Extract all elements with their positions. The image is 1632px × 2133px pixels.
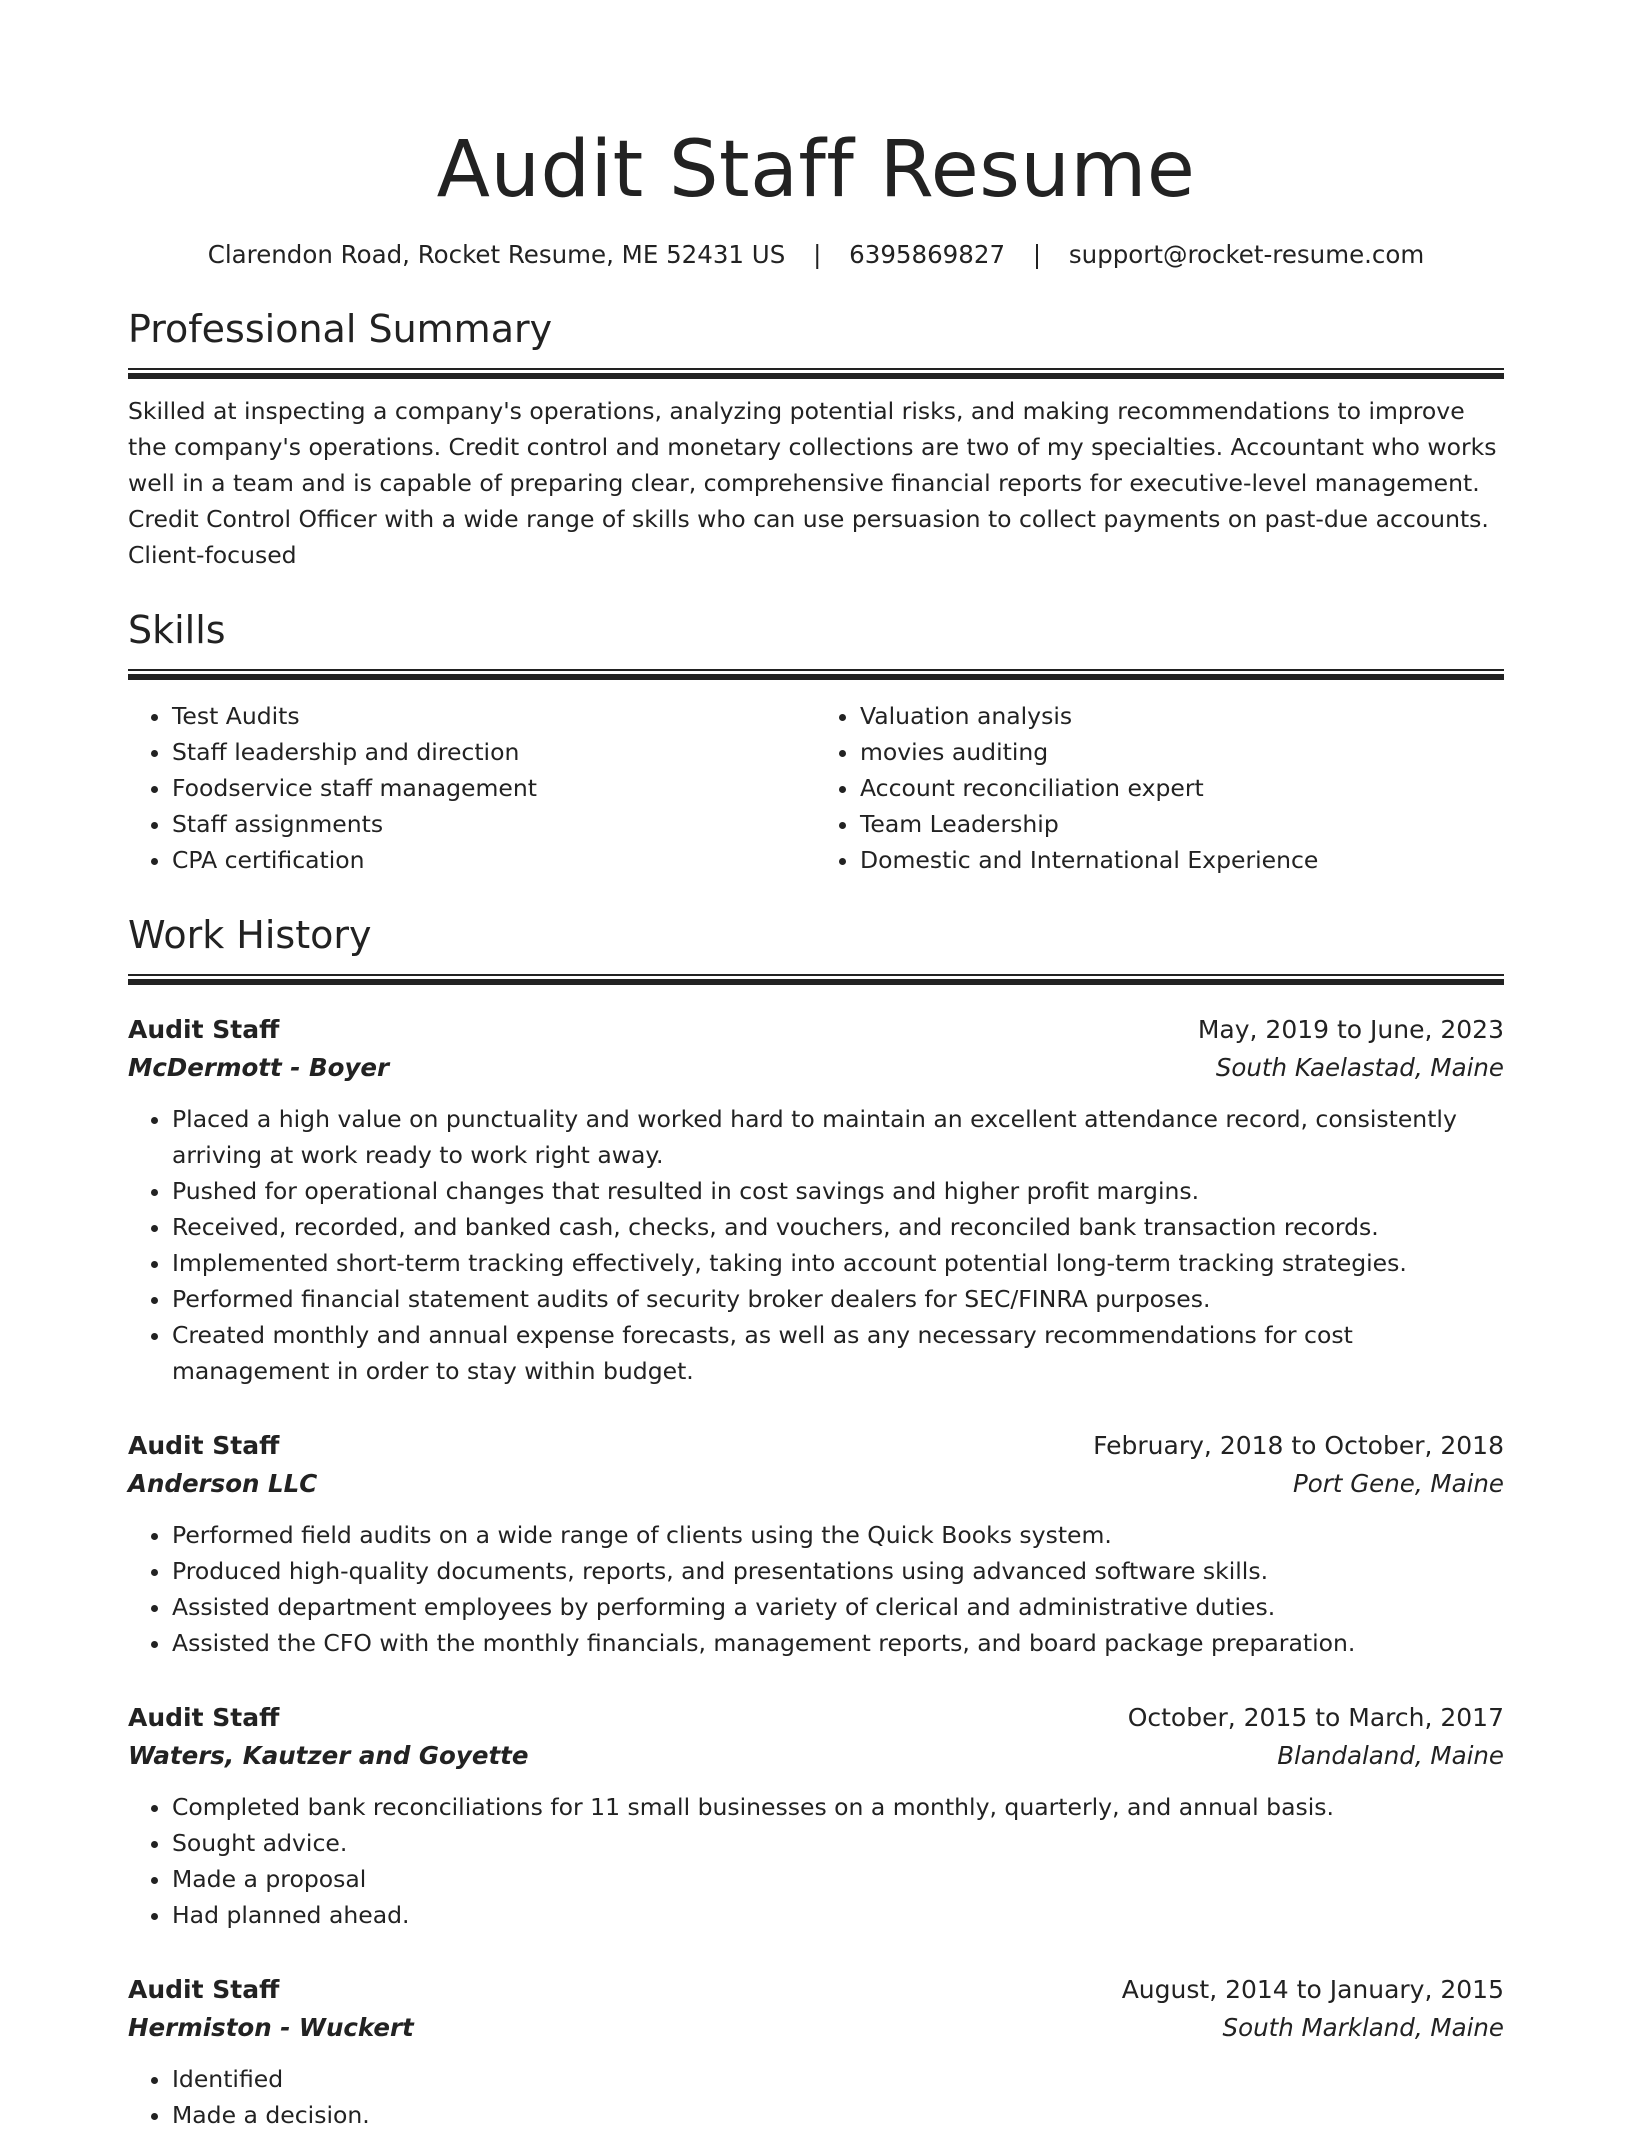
job-company: Hermiston - Wuckert: [128, 2013, 414, 2042]
section-divider: [128, 368, 1504, 379]
skills-column-left: [128, 698, 816, 878]
contact-separator: |: [813, 240, 822, 269]
skill-item: • Test Audits: [172, 698, 816, 734]
contact-address: Clarendon Road, Rocket Resume, ME 52431 US: [207, 240, 786, 269]
skill-item: • Staff leadership and direction: [172, 734, 816, 770]
job-bullet: • Had planned ahead.: [172, 1897, 1504, 1933]
job-bullet: • Made a decision.: [172, 2097, 1504, 2133]
job-bullets: [128, 1789, 1504, 1933]
summary-text: Skilled at inspecting a company's operations, analyzing potential risks, and making recommendations to improve the company's operations. Credit control and monetary collections are two of my specialties. Accountant who works well in a team and is capable of preparing clear, comprehensive financial reports for executive-level management. Credit Control Officer with a wide range of skills who can use persuasion to collect payments on past-due accounts. Client-focused: [128, 397, 1497, 569]
job-title: Audit Staff: [128, 1015, 280, 1044]
summary-heading: Professional Summary: [128, 307, 553, 351]
job-entry: [128, 1427, 1504, 1661]
job-bullet: • Created monthly and annual expense forecasts, as well as any necessary recommendations for cost management in order to stay within budget.: [172, 1317, 1504, 1389]
skill-item: • Valuation analysis: [860, 698, 1504, 734]
job-bullet: • Pushed for operational changes that resulted in cost savings and higher profit margins.: [172, 1173, 1504, 1209]
section-divider: [128, 974, 1504, 985]
job-dates: May, 2019 to June, 2023: [1197, 1015, 1504, 1044]
skills-column-right: [816, 698, 1504, 878]
contact-separator: |: [1032, 240, 1042, 269]
skill-item: • Domestic and International Experience: [860, 842, 1504, 878]
skills-list: [128, 698, 1504, 878]
contact-email: support@rocket-resume.com: [1068, 240, 1425, 269]
skill-item: • Foodservice staff management: [172, 770, 816, 806]
job-title: Audit Staff: [128, 1975, 280, 2004]
job-company: McDermott - Boyer: [128, 1053, 390, 1082]
job-entry: [128, 1971, 1504, 2133]
contact-line: [128, 238, 1504, 272]
job-location: South Markland, Maine: [1222, 2013, 1504, 2042]
section-divider: [128, 669, 1504, 680]
job-location: Port Gene, Maine: [1292, 1469, 1504, 1498]
job-bullets: [128, 1517, 1504, 1661]
job-company: Anderson LLC: [128, 1469, 318, 1498]
job-bullet: • Received, recorded, and banked cash, checks, and vouchers, and reconciled bank transaction records.: [172, 1209, 1504, 1245]
job-bullet: • Identified: [172, 2061, 1504, 2097]
job-title: Audit Staff: [128, 1703, 280, 1732]
job-entry: [128, 1699, 1504, 1933]
job-location: South Kaelastad, Maine: [1215, 1053, 1504, 1082]
job-bullet: • Assisted the CFO with the monthly financials, management reports, and board package preparation.: [172, 1625, 1504, 1661]
job-title: Audit Staff: [128, 1431, 280, 1460]
skill-item: • Account reconciliation expert: [860, 770, 1504, 806]
job-bullets: [128, 2061, 1504, 2133]
job-bullet: • Completed bank reconciliations for 11 small businesses on a monthly, quarterly, and annual basis.: [172, 1789, 1504, 1825]
skill-item: • Team Leadership: [860, 806, 1504, 842]
job-bullet: • Produced high-quality documents, reports, and presentations using advanced software skills.: [172, 1553, 1504, 1589]
job-bullet: • Made a proposal: [172, 1861, 1504, 1897]
job-bullet: • Performed field audits on a wide range of clients using the Quick Books system.: [172, 1517, 1504, 1553]
job-bullet: • Sought advice.: [172, 1825, 1504, 1861]
job-bullet: • Placed a high value on punctuality and worked hard to maintain an excellent attendance record, consistently arriving at work ready to work right away.: [172, 1101, 1504, 1173]
contact-phone: 6395869827: [849, 240, 1006, 269]
skill-item: • movies auditing: [860, 734, 1504, 770]
job-bullets: [128, 1101, 1504, 1389]
skill-item: • Staff assignments: [172, 806, 816, 842]
job-company: Waters, Kautzer and Goyette: [128, 1741, 529, 1770]
job-bullet: • Assisted department employees by performing a variety of clerical and administrative duties.: [172, 1589, 1504, 1625]
job-location: Blandaland, Maine: [1277, 1741, 1504, 1770]
work-history-heading: Work History: [128, 913, 372, 957]
resume-page: [128, 0, 1504, 2133]
job-dates: August, 2014 to January, 2015: [1121, 1975, 1504, 2004]
job-dates: February, 2018 to October, 2018: [1093, 1431, 1504, 1460]
job-bullet: • Performed financial statement audits of security broker dealers for SEC/FINRA purposes.: [172, 1281, 1504, 1317]
job-dates: October, 2015 to March, 2017: [1127, 1703, 1504, 1732]
job-entry: [128, 1011, 1504, 1389]
job-bullet: • Implemented short-term tracking effectively, taking into account potential long-term tracking strategies.: [172, 1245, 1504, 1281]
skill-item: • CPA certification: [172, 842, 816, 878]
skills-heading: Skills: [128, 608, 226, 652]
resume-title: Audit Staff Resume: [436, 125, 1196, 215]
